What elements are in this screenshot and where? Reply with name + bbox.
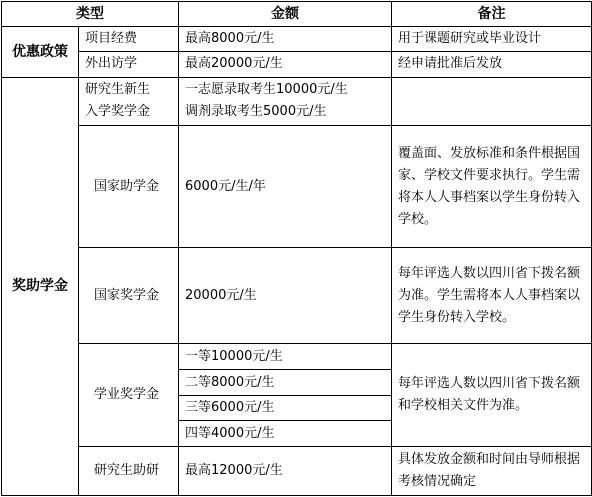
table-row xyxy=(2,125,592,248)
item-assistantship: 研究生助研 xyxy=(79,447,179,496)
table-row xyxy=(2,248,592,344)
amount-academic-third: 三等6000元/生 xyxy=(179,396,392,421)
item-freshman-line1: 研究生新生 xyxy=(85,82,151,98)
table-row xyxy=(2,447,592,496)
table-row xyxy=(2,51,592,77)
header-row xyxy=(2,2,592,27)
amount-academic-fourth: 四等4000元/生 xyxy=(179,421,392,447)
item-academic-scholarship: 学业奖学金 xyxy=(79,344,179,447)
header-note: 备注 xyxy=(392,2,592,27)
item-visiting: 外出访学 xyxy=(79,51,179,77)
item-national-grant: 国家助学金 xyxy=(79,125,179,248)
amount-national-scholarship: 20000元/生 xyxy=(179,248,392,344)
amount-project-funds: 最高8000元/生 xyxy=(179,26,392,51)
note-assistantship: 具体发放金额和时间由导师根据考核情况确定 xyxy=(392,447,592,496)
amount-freshman-scholarship xyxy=(179,77,392,125)
amount-academic-second: 二等8000元/生 xyxy=(179,370,392,396)
item-project-funds: 项目经费 xyxy=(79,26,179,51)
amount-visiting: 最高20000元/生 xyxy=(179,51,392,77)
table-row xyxy=(2,344,592,370)
amount-academic-first: 一等10000元/生 xyxy=(179,344,392,370)
table-row xyxy=(2,77,592,125)
item-freshman-line2: 入学奖学金 xyxy=(85,104,151,120)
table-row xyxy=(2,26,592,51)
note-national-grant: 覆盖面、发放标准和条件根据国家、学校文件要求执行。学生需将本人人事档案以学生身份转入学校。 xyxy=(392,125,592,248)
header-amount: 金额 xyxy=(179,2,392,27)
amount-freshman-line2: 调剂录取考生5000元/生 xyxy=(185,104,327,120)
note-national-scholarship: 每年评选人数以四川省下拨名额为准。学生需将本人人事档案以学生身份转入学校。 xyxy=(392,248,592,344)
note-visiting: 经申请批准后发放 xyxy=(392,51,592,77)
note-freshman-scholarship xyxy=(392,77,592,125)
item-national-scholarship: 国家奖学金 xyxy=(79,248,179,344)
policy-table xyxy=(1,1,592,496)
amount-freshman-line1: 一志愿录取考生10000元/生 xyxy=(185,82,348,98)
category-scholarship: 奖助学金 xyxy=(2,77,79,495)
item-freshman-scholarship xyxy=(79,77,179,125)
note-academic-scholarship: 每年评选人数以四川省下拨名额和学校相关文件为准。 xyxy=(392,344,592,447)
header-type: 类型 xyxy=(2,2,179,27)
note-project-funds: 用于课题研究或毕业设计 xyxy=(392,26,592,51)
amount-assistantship: 最高12000元/生 xyxy=(179,447,392,496)
category-preferential: 优惠政策 xyxy=(2,26,79,77)
amount-national-grant: 6000元/生/年 xyxy=(179,125,392,248)
